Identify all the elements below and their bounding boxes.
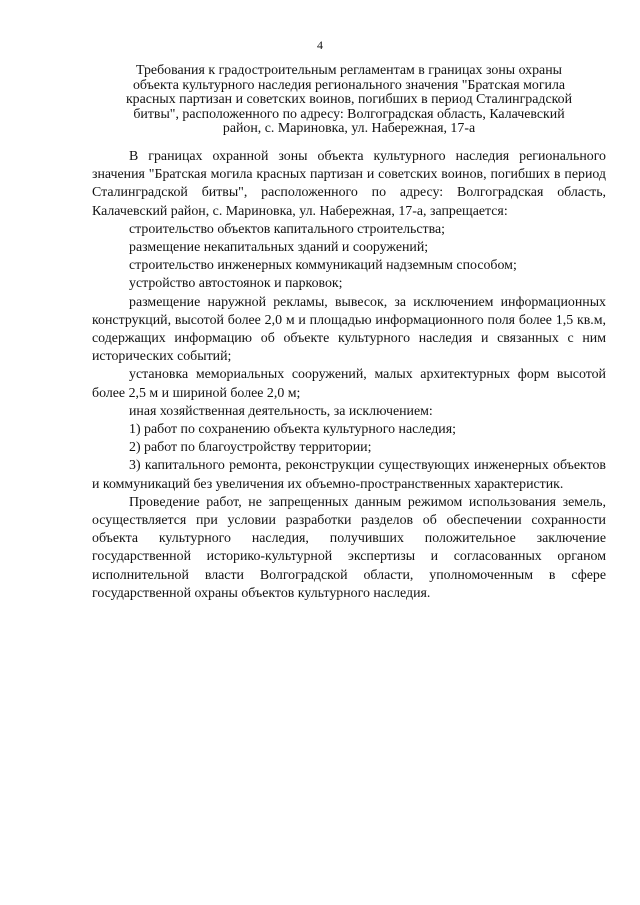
title-line: район, с. Мариновка, ул. Набережная, 17-а bbox=[222, 121, 476, 137]
prohibition-item: иная хозяйственная деятельность, за исключением: bbox=[129, 403, 433, 419]
title-line: битвы", расположенного по адресу: Волгоградская область, Калачевский bbox=[133, 106, 565, 122]
title-line: объекта культурного наследия регионального значения "Братская могила bbox=[132, 77, 566, 93]
title-line: красных партизан и советских воинов, погибших в период Сталинградской bbox=[125, 92, 573, 108]
exception-item: 3) капитального ремонта, реконструкции существующих инженерных объектов и коммуникаций без увеличения их объемно-пространственных характеристик. bbox=[92, 458, 606, 492]
document-body bbox=[92, 148, 606, 603]
exception-item: 2) работ по благоустройству территории; bbox=[129, 440, 372, 456]
prohibition-item: установка мемориальных сооружений, малых архитектурных форм высотой более 2,5 м и шириной более 2,0 м; bbox=[92, 367, 606, 401]
prohibition-item: размещение некапитальных зданий и сооружений; bbox=[129, 240, 429, 256]
intro-paragraph: В границах охранной зоны объекта культурного наследия регионального значения "Братская могила красных партизан и советских воинов, погибших в период Сталинградской битвы", расположенного по адресу: Волгоградская область, Калачевский район, с. Мариновка, ул. Набережная, 17-а, запрещается: bbox=[92, 149, 606, 219]
page-number: 4 bbox=[317, 38, 323, 52]
title-line: Требования к градостроительным регламентам в границах зоны охраны bbox=[136, 63, 562, 78]
prohibition-item: строительство объектов капитального строительства; bbox=[129, 221, 445, 237]
prohibition-item: устройство автостоянок и парковок; bbox=[129, 276, 343, 292]
document-title bbox=[92, 64, 606, 137]
prohibition-item: строительство инженерных коммуникаций надземным способом; bbox=[129, 258, 517, 274]
conditions-paragraph: Проведение работ, не запрещенных данным режимом использования земель, осуществляется при условии разработки разделов об обеспечении сохранности объекта культурного наследия, получивших положительное заключение государственной историко-культурной экспертизы и согласованных органом исполнительной власти Волгоградской области, уполномоченным в сфере государственной охраны объектов культурного наследия. bbox=[92, 494, 606, 601]
exception-item: 1) работ по сохранению объекта культурного наследия; bbox=[129, 422, 456, 438]
prohibition-item: размещение наружной рекламы, вывесок, за исключением информационных конструкций, высотой более 2,0 м и площадью информационного поля более 1,5 кв.м, содержащих информацию об объекте культурного наследия и связанных с ним исторических событий; bbox=[92, 294, 606, 365]
